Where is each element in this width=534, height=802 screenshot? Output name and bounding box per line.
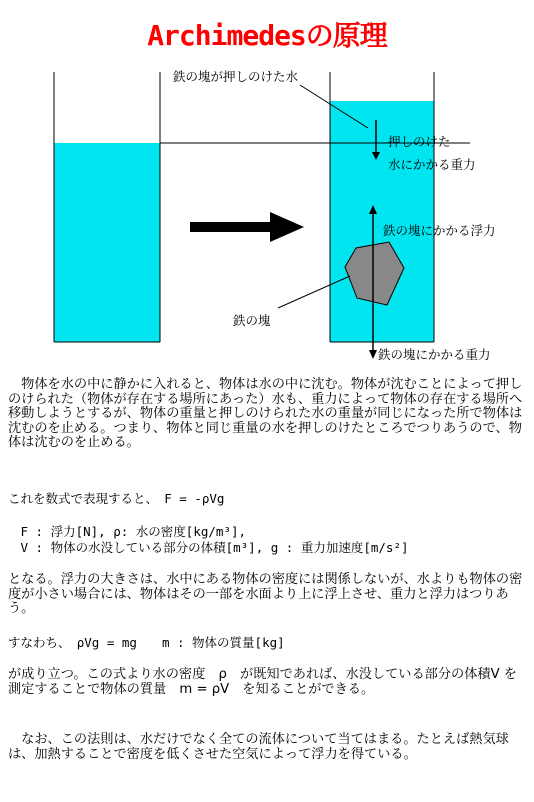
displaced-water-label: 鉄の塊が押しのけた水 [173, 69, 299, 84]
formula-line: これを数式で表現すると、 F = -ρVg [8, 491, 225, 506]
explanation-paragraph-1: 物体を水の中に静かに入れると、物体は水の中に沈む。物体が沈むことによって押しのけられた（物体が存在する場所にあった）水も、重力によって物体の存在する場所へ移動しようとするが、物体の重量と押しのけられた水の重量が同じになった所で物体は沈むのを止める。つまり、物体と同じ重量の水を押しのけたところでつりあうので、物体は沈むのを止める。 [8, 377, 523, 451]
variable-definitions-1: F : 浮力[N], ρ: 水の密度[kg/m³], [8, 524, 247, 539]
transition-arrow-head [270, 212, 304, 242]
iron-gravity-label: 鉄の塊にかかる重力 [378, 347, 491, 362]
transition-arrow-shaft [190, 222, 272, 232]
iron-gravity-arrowhead [369, 350, 377, 359]
buoyancy-label: 鉄の塊にかかる浮力 [383, 223, 496, 238]
explanation-paragraph-3: が成り立つ。この式より水の密度 ρ が既知であれば、水没している部分の体積V を測定することで物体の質量 m = ρV を知ることができる。 [8, 667, 517, 697]
explanation-paragraph-2: となる。浮力の大きさは、水中にある物体の密度には関係しないが、水よりも物体の密度が小さい場合には、物体はその一部を水面より上に浮上させ、重力と浮力はつりあう。 [8, 572, 523, 617]
explanation-paragraph-4: なお、この法則は、水だけでなく全ての流体について当てはまる。たとえば熱気球は、加熱することで密度を低くさせた空気によって浮力を得ている。 [8, 732, 509, 762]
page-title: Archimedesの原理 [147, 19, 387, 52]
iron-block-label: 鉄の塊 [233, 313, 271, 328]
water-gravity-label-1: 押しのけた [388, 134, 451, 149]
variable-definitions-2: V : 物体の水没している部分の体積[m³], g : 重力加速度[m/s²] [8, 540, 409, 555]
water-gravity-label-2: 水にかかる重力 [388, 157, 476, 172]
left-water [54, 143, 160, 342]
equilibrium-formula: すなわち、 ρVg = mg m : 物体の質量[kg] [8, 635, 285, 650]
